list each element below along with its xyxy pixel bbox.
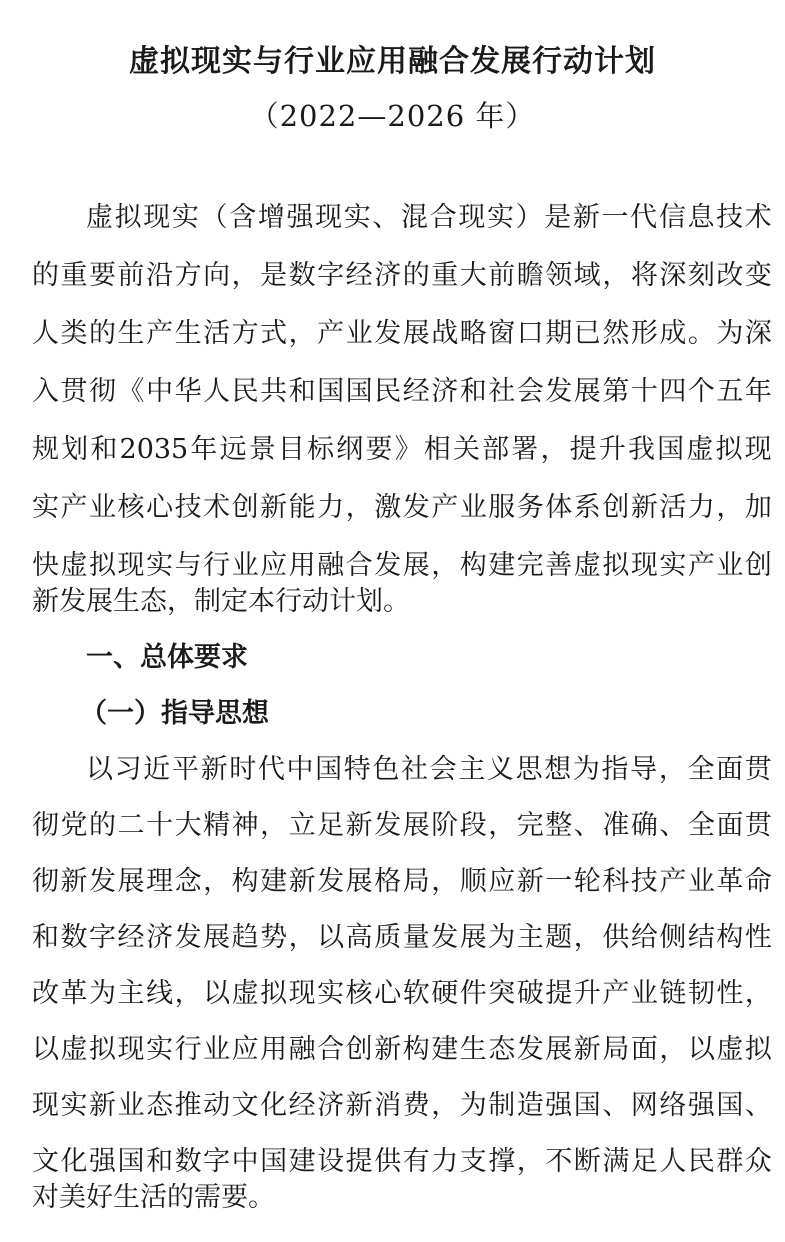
intro-line: 虚 拟 现 实 （ 含 增 强 现 实 、 混 合 现 实 ） 是 新 一 代 信 息 技 术 — [86, 202, 772, 233]
intro-line: 实 产 业 核 心 技 术 创 新 能 力 ， 激 发 产 业 服 务 体 系 创 新 活 力 ， 加 — [32, 492, 772, 523]
document-title: 虚拟现实与行业应用融合发展行动计划 — [129, 44, 656, 79]
intro-line: 快 虚 拟 现 实 与 行 业 应 用 融 合 发 展 ， 构 建 完 善 虚 拟 现 实 产 业 创 — [32, 550, 772, 581]
body-line: 彻 党 的 二 十 大 精 神 ， 立 足 新 发 展 阶 段 ， 完 整 、 准 确 、 全 面 贯 — [32, 810, 772, 841]
body-line: 文 化 强 国 和 数 字 中 国 建 设 提 供 有 力 支 撑 ， 不 断 满 足 人 民 群 众 — [32, 1146, 772, 1177]
intro-line: 人 类 的 生 产 生 活 方 式 ， 产 业 发 展 战 略 窗 口 期 已 然 形 成 。 为 深 — [32, 318, 772, 349]
body-line: 和 数 字 经 济 发 展 趋 势 ， 以 高 质 量 发 展 为 主 题 ， 供 给 侧 结 构 性 — [32, 922, 772, 953]
body-line: 以 习 近 平 新 时 代 中 国 特 色 社 会 主 义 思 想 为 指 导 ， 全 面 贯 — [86, 754, 772, 785]
section-heading: 一、总体要求 — [86, 642, 248, 673]
intro-line-last: 新发展生态，制定本行动计划。 — [32, 586, 410, 617]
intro-line: 的 重 要 前 沿 方 向 ， 是 数 字 经 济 的 重 大 前 瞻 领 域 ， 将 深 刻 改 变 — [32, 260, 772, 291]
intro-line: 入 贯 彻 《 中 华 人 民 共 和 国 国 民 经 济 和 社 会 发 展 第 十 四 个 五 年 — [32, 376, 772, 407]
body-line: 以 虚 拟 现 实 行 业 应 用 融 合 创 新 构 建 生 态 发 展 新 局 面 ， 以 虚 拟 — [32, 1034, 772, 1065]
body-line-last: 对美好生活的需要。 — [32, 1182, 275, 1213]
body-line: 现 实 新 业 态 推 动 文 化 经 济 新 消 费 ， 为 制 造 强 国 、 网 络 强 国 、 — [32, 1090, 772, 1121]
intro-line: 规 划 和 2035 年 远 景 目 标 纲 要 》 相 关 部 署 ， 提 升 我 国 虚 拟 现 — [32, 434, 772, 465]
body-line: 改 革 为 主 线 ， 以 虚 拟 现 实 核 心 软 硬 件 突 破 提 升 产 业 链 韧 性 ， — [32, 978, 772, 1009]
document-subtitle: （2022—2026 年） — [249, 99, 536, 133]
body-line: 彻 新 发 展 理 念 ， 构 建 新 发 展 格 局 ， 顺 应 新 一 轮 科 技 产 业 革 命 — [32, 866, 772, 897]
subsection-heading: （一）指导思想 — [80, 698, 269, 729]
